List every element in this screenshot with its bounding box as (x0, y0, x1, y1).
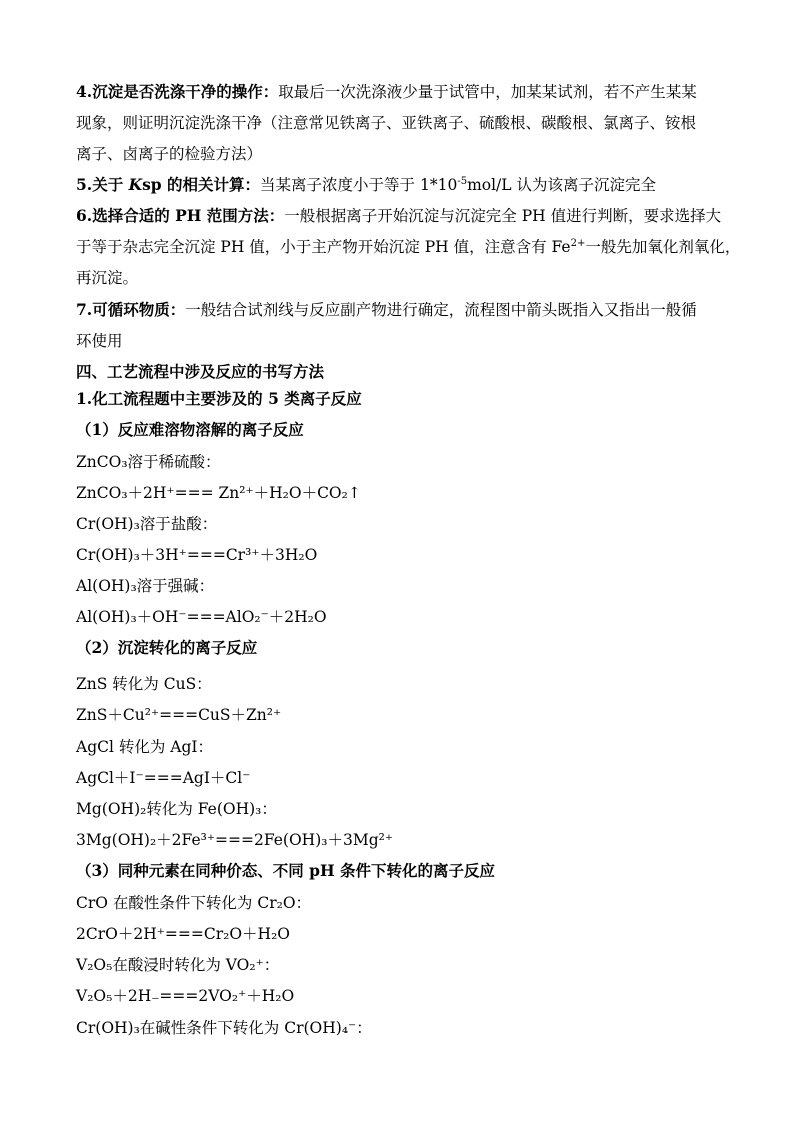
sec6-line3: 再沉淀。 (76, 269, 139, 287)
sec5-heading-k: K (128, 175, 143, 194)
eq-line-7: ZnS 转化为 CuS： (76, 675, 212, 693)
sec5-line (76, 175, 656, 195)
eq-line-15: V₂O₅在酸浸时转化为 VO₂⁺： (76, 956, 280, 974)
group2-title: （2）沉淀转化的离子反应 (76, 638, 258, 657)
eq-line-6: Al(OH)₃＋OH⁻===AlO₂⁻＋2H₂O (76, 608, 327, 626)
eq-line-4: Cr(OH)₃＋3H⁺===Cr³⁺＋3H₂O (76, 546, 318, 564)
sec7-line2: 环使用 (76, 332, 123, 350)
sub1-title: 1.化工流程题中主要涉及的 5 类离子反应 (76, 389, 362, 408)
sec5-text-a: 当某离子浓度小于等于 1*10 (260, 176, 458, 194)
sec6-heading: 选择合适的 PH 范围方法： (92, 206, 285, 225)
sec4-text-1: 取最后一次洗涤液少量于试管中，加某某试剂，若不产生某某 (278, 83, 697, 101)
eq-line-5: Al(OH)₃溶于强碱： (76, 577, 215, 595)
eq-line-1: ZnCO₃溶于稀硫酸： (76, 453, 221, 471)
sec5-text-b: mol/L 认为该离子沉淀完全 (467, 176, 656, 194)
sec6-line1 (76, 206, 721, 226)
eq-line-9: AgCl 转化为 AgI： (76, 738, 214, 756)
sec4-line3: 离子、卤离子的检验方法） (76, 145, 263, 163)
sec5-heading-b: sp 的相关计算： (142, 175, 261, 194)
eq-line-17: Cr(OH)₃在碱性条件下转化为 Cr(OH)₄⁻： (76, 1019, 372, 1037)
sec7-heading: 可循环物质： (92, 300, 186, 319)
eq-line-3: Cr(OH)₃溶于盐酸： (76, 515, 218, 533)
eq-line-11: Mg(OH)₂转化为 Fe(OH)₃： (76, 800, 277, 818)
group1-title: （1）反应难溶物溶解的离子反应 (76, 420, 304, 439)
eq-line-2: ZnCO₃＋2H⁺=== Zn²⁺＋H₂O＋CO₂↑ (76, 484, 361, 502)
sec6-text-2b: 一般先加氧化剂氧化， (585, 238, 741, 256)
sec5-heading-a: 关于 (92, 175, 129, 194)
sec6-text-2a: 于等于杂志完全沉淀 PH 值，小于主产物开始沉淀 PH 值，注意含有 Fe (76, 238, 571, 256)
eq-line-14: 2CrO＋2H⁺===Cr₂O＋H₂O (76, 925, 290, 943)
sec7-text-1: 一般结合试剂线与反应副产物进行确定，流程图中箭头既指入又指出一般循 (185, 301, 697, 319)
eq-line-8: ZnS＋Cu²⁺===CuS＋Zn²⁺ (76, 706, 282, 724)
eq-line-13: CrO 在酸性条件下转化为 Cr₂O： (76, 894, 312, 912)
part4-title: 四、工艺流程中涉及反应的书写方法 (76, 362, 325, 381)
eq-line-12: 3Mg(OH)₂＋2Fe³⁺===2Fe(OH)₃＋3Mg²⁺ (76, 831, 394, 849)
sec6-line2 (76, 237, 740, 257)
sec6-text-1: 一般根据离子开始沉淀与沉淀完全 PH 值进行判断，要求选择大 (284, 207, 722, 225)
sec4-line2: 现象，则证明沉淀洗涤干净（注意常见铁离子、亚铁离子、硫酸根、碳酸根、氯离子、铵根 (76, 114, 697, 132)
sec5-text-sup: -5 (457, 176, 468, 187)
sec7-line1 (76, 300, 697, 320)
sec4-heading: 沉淀是否洗涤干净的操作： (92, 82, 279, 101)
sec4-line1 (76, 82, 697, 102)
eq-line-10: AgCl＋I⁻===AgI＋Cl⁻ (76, 769, 251, 787)
group3-title: （3）同种元素在同种价态、不同 pH 条件下转化的离子反应 (76, 861, 496, 880)
sec4-number: 4. (76, 82, 93, 101)
sec5-number: 5. (76, 175, 93, 194)
sec7-number: 7. (76, 300, 93, 319)
sec6-text-2sup: 2+ (570, 238, 586, 249)
sec6-number: 6. (76, 206, 93, 225)
eq-line-16: V₂O₅＋2H₋===2VO₂⁺＋H₂O (76, 987, 295, 1005)
